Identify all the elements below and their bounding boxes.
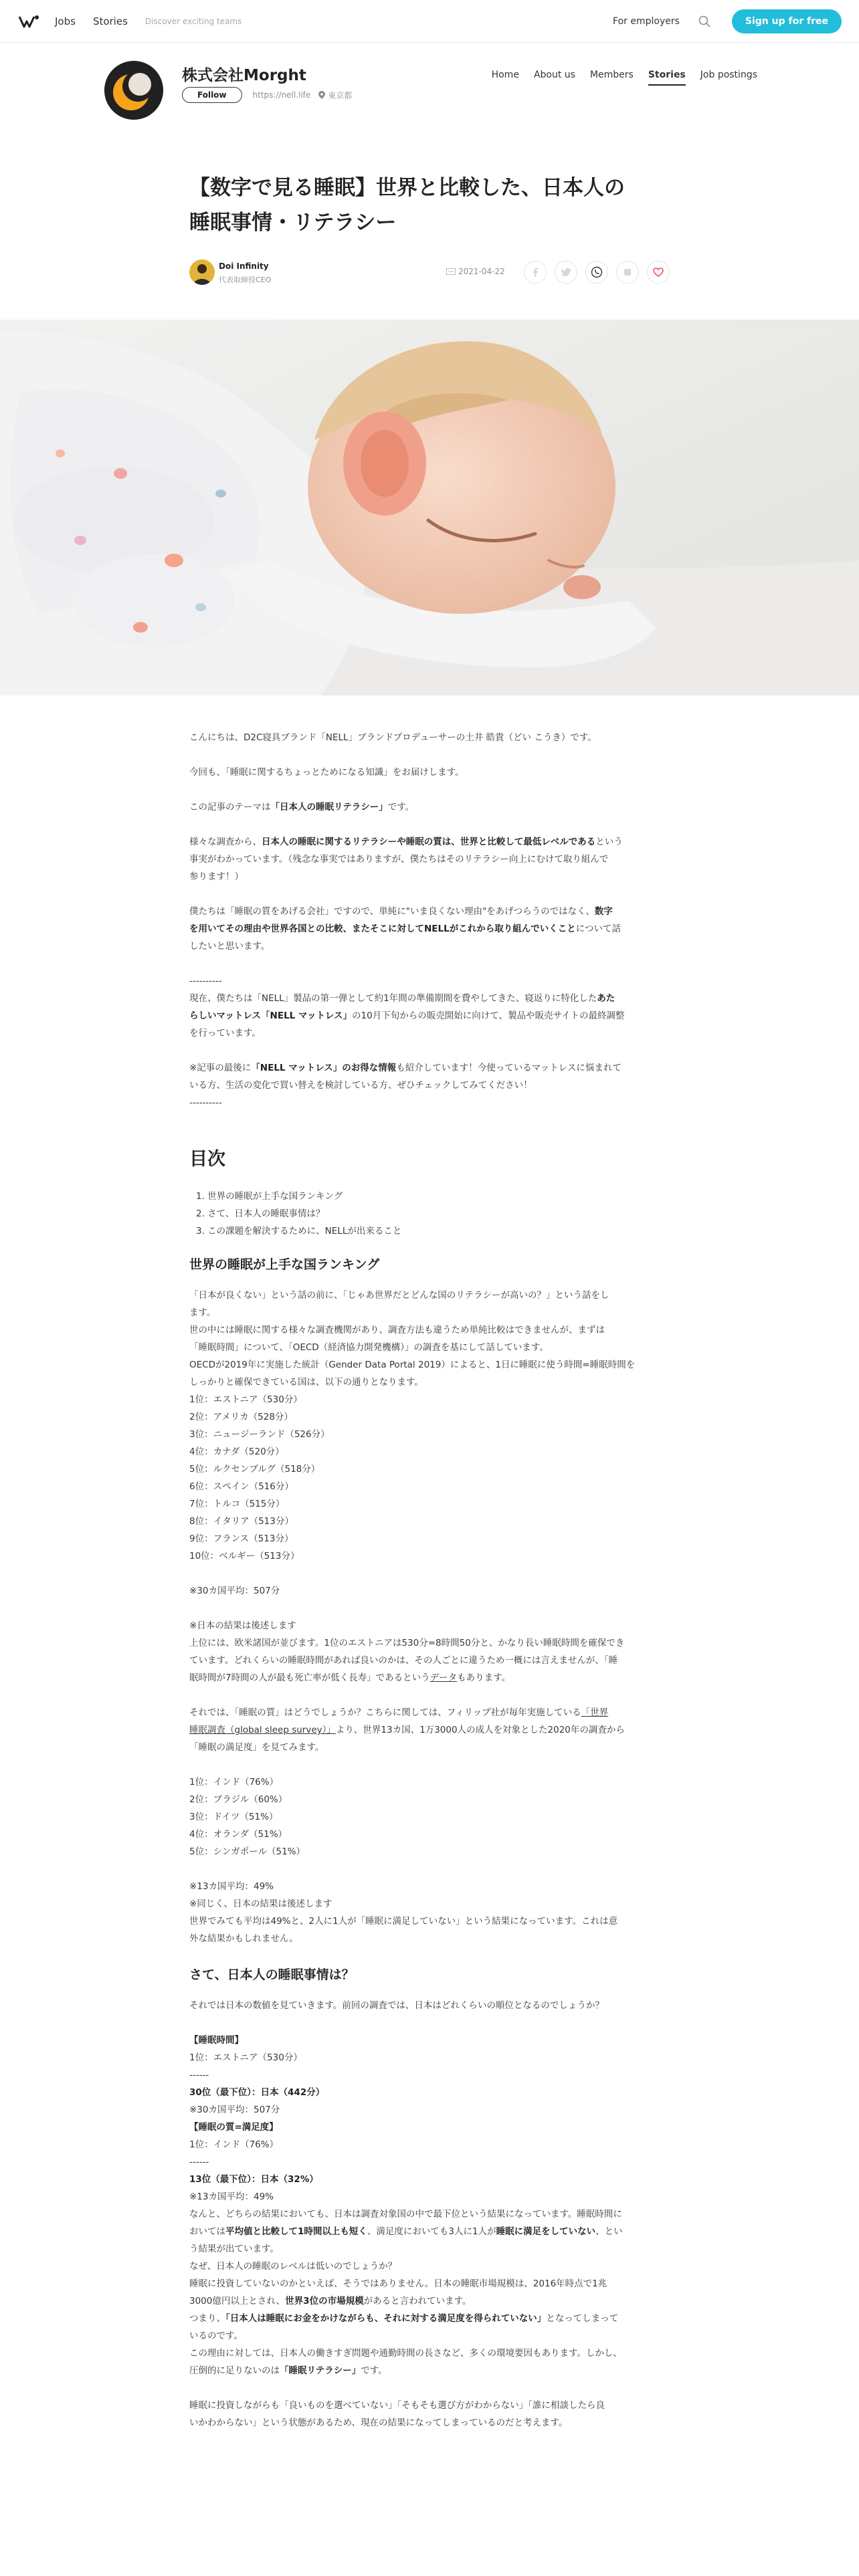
body-paragraph: つまり、「日本人は睡眠にお金をかけながらも、それに対する満足度を得られていない」となってしまって いるのです。 [189, 2313, 619, 2341]
ranking-item: 4位：オランダ（51%） [189, 1829, 288, 1840]
for-employers-link[interactable]: For employers [613, 16, 680, 27]
average-note: ※13カ国平均：49% [189, 1881, 274, 1892]
survey-link[interactable]: 睡眠調査（global sleep survey）」 [189, 1725, 336, 1735]
post-date-text: 2021-04-22 [458, 267, 505, 276]
ranking-item: 5位：シンガポール（51%） [189, 1846, 305, 1857]
wantedly-logo[interactable] [17, 12, 40, 31]
body-paragraph: 僕たちは「睡眠の質をあげる会社」ですので、単純に"いま良くない理由"をあげつらうのではなく、数字 を用いてその理由や世界各国との比較、またそこに対してNELLがこれから取り組んでいくことについて話 したいと思います。 [189, 906, 621, 952]
author-avatar[interactable] [189, 259, 215, 285]
article-title-line-1: 【数字で見る睡眠】世界と比較した、日本人の [189, 176, 625, 200]
body-paragraph: それでは、「睡眠の質」はどうでしょうか？こちらに関しては、フィリップ社が毎年実施している「世界 睡眠調査（global sleep survey）」より、世界13カ国、1万3000人の成人を対象とした2020年の調査から 「睡眠の満足度」を見てみます。 [189, 1707, 625, 1753]
ranking-item: 4位：カナダ（520分） [189, 1446, 284, 1457]
company-header [0, 43, 859, 140]
company-nav-members[interactable]: Members [589, 70, 634, 80]
body-paragraph: なんと、どちらの結果においても、日本は調査対象国の中で最下位という結果になっています。睡眠時間に おいては平均値と比較して1時間以上も短く、満足度においても3人に1人が睡眠に満足をしていない、とい う結果が出ています。 [189, 2209, 623, 2254]
divider-text: ---------- [189, 976, 222, 986]
company-nav [477, 70, 757, 80]
company-nav-jobs[interactable]: Job postings [700, 70, 757, 80]
body-paragraph: 睡眠に投資しながらも「良いものを選べていない」「そもそも選び方がわからない」「誰に相談したら良 いかわからない」という状態があるため、現在の結果になってしまっているのだと考えます。 [189, 2400, 605, 2428]
company-url[interactable]: https://nell.life [252, 90, 311, 100]
body-paragraph: それでは日本の数値を見ていきます。前回の調査では、日本はどれくらいの順位となるのでしょうか？ [189, 2000, 604, 2011]
toc-item[interactable]: 3. この課題を解決するために、NELLが出来ること [196, 1226, 402, 1237]
article-title-line-2: 睡眠事情・リテラシー [189, 211, 397, 235]
toc-title: 目次 [189, 1149, 225, 1170]
body-paragraph: 様々な調査から、日本人の睡眠に関するリテラシーや睡眠の質は、世界と比較して最低レベルであるという 事実がわかっています。（残念な事実ではありますが、僕たちはそのリテラシー向上にむけて取り組んで 参ります！） [189, 837, 623, 882]
sleep-time-ranking [189, 1391, 670, 1565]
body-paragraph: 上位には、欧米諸国が並びます。1位のエストニアは530分=8時間50分と、かなり長い睡眠時間を確保でき ています。どれくらいの睡眠時間があれば良いのかは、その人ごとに違うため一概には言えませんが、「睡 眠時間が7時間の人が最も死亡率が低く長寿」であるというデータもあります。 [189, 1638, 625, 1683]
facebook-share-icon[interactable] [524, 261, 547, 284]
average-note: ※30カ国平均：507分 [189, 1586, 280, 1596]
like-heart-icon[interactable] [647, 261, 670, 284]
body-paragraph: こんにちは、D2C寝具ブランド「NELL」ブランドプロデューサーの土井 皓貴（どい こうき）です。 [189, 732, 597, 743]
body-paragraph: 世界でみても平均は49%と、2人に1人が「睡眠に満足していない」という結果になっています。これは意 外な結果かもしれません。 [189, 1916, 618, 1944]
author-name[interactable]: Doi Infinity [219, 261, 269, 271]
hatena-share-icon[interactable] [616, 261, 639, 284]
sub-heading: 【睡眠時間】 [189, 2035, 244, 2046]
top-navigation [0, 0, 859, 43]
search-icon[interactable] [697, 14, 712, 29]
company-name[interactable]: 株式会社Morght [182, 67, 306, 84]
calendar-icon [446, 268, 456, 275]
hero-image [0, 320, 859, 695]
nav-stories[interactable]: Stories [92, 15, 128, 27]
ranking-item: 2位：ブラジル（60%） [189, 1794, 288, 1805]
body-paragraph: ※記事の最後に「NELL マットレス」のお得な情報も紹介しています！今使っているマットレスに悩まれて いる方、生活の変化で買い替えを検討している方、ぜひチェックしてみてください！ [189, 1063, 622, 1091]
average-note: ※30カ国平均：507分 [189, 2105, 280, 2115]
sub-heading: 【睡眠の質=満足度】 [189, 2122, 278, 2133]
follow-button[interactable]: Follow [182, 87, 242, 103]
company-location-text: 東京都 [328, 90, 353, 100]
body-paragraph: なぜ、日本人の睡眠のレベルは低いのでしょうか？ [189, 2261, 397, 2272]
ranking-item: 9位：フランス（513分） [189, 1533, 294, 1544]
ranking-item: 8位：イタリア（513分） [189, 1516, 294, 1527]
ranking-item: 1位：エストニア（530分） [189, 2052, 302, 2063]
article-title [189, 171, 671, 240]
article-body [189, 729, 670, 2432]
signup-button[interactable]: Sign up for free [732, 9, 842, 33]
company-nav-about[interactable]: About us [533, 70, 575, 80]
japan-ranking: 13位（最下位）：日本（32%） [189, 2174, 318, 2185]
ranking-item: 1位：エストニア（530分） [189, 1394, 302, 1405]
divider-text: ------ [189, 2157, 209, 2167]
body-paragraph: この理由に対しては、日本人の働きすぎ問題や通勤時間の長さなど、多くの環境要因もあります。しかし、 圧倒的に足りないのは「睡眠リテラシー」です。 [189, 2348, 622, 2376]
nav-tagline: Discover exciting teams [145, 16, 242, 26]
body-paragraph: 世の中には睡眠に関する様々な調査機関があり、調査方法も違うため単純比較はできませんが、まずは 「睡眠時間」について、「OECD（経済協力開発機構）」の調査を基にして話しています。 [189, 1325, 605, 1353]
ranking-item: 3位：ニュージーランド（526分） [189, 1429, 330, 1440]
average-note: ※13カ国平均：49% [189, 2191, 274, 2202]
post-date [446, 267, 505, 276]
company-location [318, 90, 352, 101]
ranking-item: 6位：スペイン（516分） [189, 1481, 294, 1492]
section-heading: 世界の睡眠が上手な国ランキング [189, 1257, 380, 1272]
line-share-icon[interactable] [585, 261, 608, 284]
ranking-item: 3位：ドイツ（51%） [189, 1812, 278, 1822]
body-paragraph: 今回も、「睡眠に関するちょっとためになる知識」をお届けします。 [189, 767, 464, 778]
note-text: ※日本の結果は後述します [189, 1620, 296, 1631]
body-paragraph: 「日本が良くない」という話の前に、「じゃあ世界だとどんな国のリテラシーが高いの？」という話をし ます。 [189, 1290, 609, 1318]
body-paragraph: 現在、僕たちは「NELL」製品の第一弾として約1年間の準備期間を費やしてきた、寝返りに特化したあた らしいマットレス「NELL マットレス」の10月下旬からの販売開始に向けて、製品や販売サイトの最終調整 を行っています。 [189, 993, 625, 1039]
body-paragraph: この記事のテーマは「日本人の睡眠リテラシー」です。 [189, 802, 415, 813]
toc-item[interactable]: 1. 世界の睡眠が上手な国ランキング [196, 1191, 343, 1202]
survey-link[interactable]: 「世界 [581, 1707, 609, 1718]
company-logo[interactable] [104, 61, 163, 120]
location-pin-icon [318, 91, 325, 99]
satisfaction-ranking [189, 1774, 670, 1860]
ranking-item: 10位：ベルギー（513分） [189, 1551, 300, 1562]
japan-ranking: 30位（最下位）：日本（442分） [189, 2087, 325, 2098]
twitter-share-icon[interactable] [555, 261, 577, 284]
company-nav-home[interactable]: Home [491, 70, 519, 80]
table-of-contents [189, 1188, 670, 1240]
ranking-item: 2位：アメリカ（528分） [189, 1412, 293, 1422]
body-paragraph: 睡眠に投資していないのかといえば、そうではありません。日本の睡眠市場規模は、2016年時点で1兆 3000億円以上とされ、世界3位の市場規模があると言われています。 [189, 2278, 607, 2306]
ranking-item: 1位：インド（76%） [189, 2139, 279, 2150]
divider-text: ------ [189, 2070, 209, 2080]
ranking-item: 7位：トルコ（515分） [189, 1499, 285, 1509]
company-nav-stories[interactable]: Stories [648, 70, 686, 80]
author-role: 代表取締役CEO [219, 276, 272, 284]
data-link[interactable]: データ [430, 1673, 458, 1683]
toc-item[interactable]: 2. さて、日本人の睡眠事情は？ [196, 1208, 325, 1219]
nav-jobs[interactable]: Jobs [55, 15, 76, 27]
body-paragraph: OECDが2019年に実施した統計（Gender Data Portal 2019）によると、1日に睡眠に使う時間=睡眠時間を しっかりと確保できている国は、以下の通りとなります。 [189, 1360, 636, 1388]
ranking-item: 5位：ルクセンブルグ（518分） [189, 1464, 320, 1475]
section-heading: さて、日本人の睡眠事情は？ [189, 1967, 355, 1982]
ranking-item: 1位：インド（76%） [189, 1777, 279, 1788]
author-row [189, 259, 668, 286]
note-text: ※同じく、日本の結果は後述します [189, 1899, 332, 1909]
divider-text: ---------- [189, 1097, 222, 1108]
